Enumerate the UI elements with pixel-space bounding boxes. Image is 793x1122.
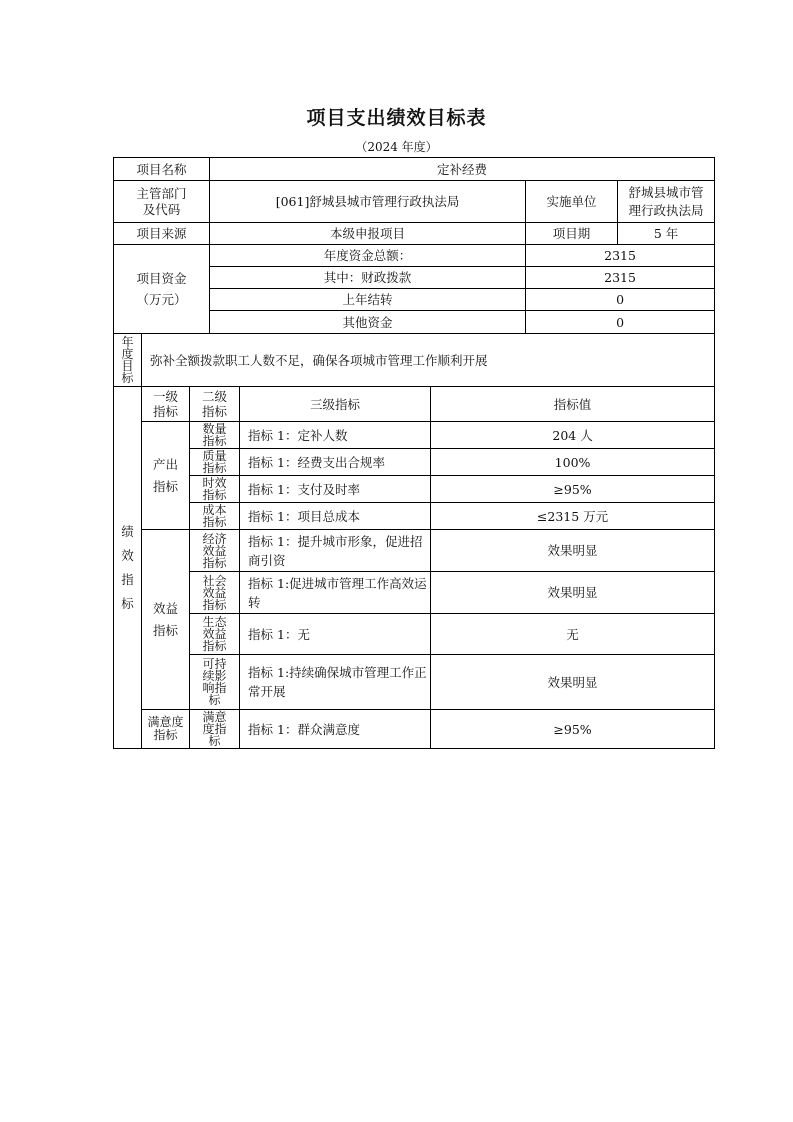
indicator-value: ≥95%: [431, 476, 715, 503]
dept-label: 主管部门及代码: [114, 181, 210, 223]
annual-goal-text: 弥补全额拨款职工人数不足，确保各项城市管理工作顺利开展: [142, 334, 715, 387]
indicator-row: [114, 422, 715, 449]
indicator-row: [114, 449, 715, 476]
indicator-name: 指标 1：项目总成本: [240, 503, 431, 530]
row-department: [114, 181, 715, 223]
level2-cell: 时效指标: [190, 476, 240, 503]
level2-cell: 社会效益指标: [190, 572, 240, 614]
indicator-name: 指标 1：群众满意度: [240, 710, 431, 749]
level1-header: 一级指标: [142, 387, 190, 422]
funds-row-value: 2315: [526, 267, 715, 289]
level2-cell: 生态效益指标: [190, 614, 240, 655]
indicator-row: [114, 572, 715, 614]
indicator-value: 100%: [431, 449, 715, 476]
level2-cell: 满意度指标: [190, 710, 240, 749]
period-label: 项目期: [526, 223, 618, 245]
indicator-value: ≤2315 万元: [431, 503, 715, 530]
level1-benefit: 效益指标: [142, 530, 190, 710]
indicator-name: 指标 1:持续确保城市管理工作正常开展: [240, 655, 431, 710]
funds-unit: （万元）: [136, 292, 187, 307]
page-title: 项目支出绩效目标表: [306, 107, 487, 129]
level2-cell: 数量指标: [190, 422, 240, 449]
indicator-row: [114, 655, 715, 710]
level2-header: 二级指标: [190, 387, 240, 422]
indicator-value: 效果明显: [431, 572, 715, 614]
indicator-row: [114, 476, 715, 503]
funds-row-value: 0: [526, 311, 715, 334]
funds-row-label: 年度资金总额：: [210, 245, 526, 267]
row-project-name: [114, 158, 715, 181]
funds-row-value: 2315: [526, 245, 715, 267]
source-value: 本级申报项目: [210, 223, 526, 245]
indicator-name: 指标 1：提升城市形象，促进招商引资: [240, 530, 431, 572]
source-label: 项目来源: [114, 223, 210, 245]
funds-row-value: 0: [526, 289, 715, 311]
row-annual-goal: [114, 334, 715, 387]
indicator-value: 无: [431, 614, 715, 655]
indicator-value: 204 人: [431, 422, 715, 449]
value-header: 指标值: [431, 387, 715, 422]
row-funds-total: [114, 245, 715, 267]
row-source: [114, 223, 715, 245]
indicator-name: 指标 1：无: [240, 614, 431, 655]
funds-row-label: 上年结转: [210, 289, 526, 311]
indicator-value: 效果明显: [431, 530, 715, 572]
funds-row-label: 其中：财政拨款: [210, 267, 526, 289]
row-indicator-header: [114, 387, 715, 422]
funds-title: 项目资金: [136, 271, 187, 286]
indicator-row: [114, 503, 715, 530]
level2-cell: 经济效益指标: [190, 530, 240, 572]
indicator-row: [114, 530, 715, 572]
fiscal-year: （2024 年度）: [355, 140, 438, 154]
impl-unit-value: 舒城县城市管理行政执法局: [618, 181, 715, 223]
performance-target-table: [113, 157, 715, 749]
funds-label: [114, 245, 210, 334]
dept-value: [061]舒城县城市管理行政执法局: [210, 181, 526, 223]
indicator-value: 效果明显: [431, 655, 715, 710]
impl-unit-label: 实施单位: [526, 181, 618, 223]
indicator-name: 指标 1：支付及时率: [240, 476, 431, 503]
indicator-name: 指标 1：定补人数: [240, 422, 431, 449]
project-name-label: 项目名称: [114, 158, 210, 181]
level3-header: 三级指标: [240, 387, 431, 422]
period-value: 5 年: [618, 223, 715, 245]
level2-cell: 质量指标: [190, 449, 240, 476]
indicator-row: [114, 710, 715, 749]
indicator-name: 指标 1：经费支出合规率: [240, 449, 431, 476]
indicator-name: 指标 1:促进城市管理工作高效运转: [240, 572, 431, 614]
funds-row-label: 其他资金: [210, 311, 526, 334]
annual-goal-label: 年度目标: [114, 334, 142, 387]
performance-label: 绩效指标: [114, 387, 142, 749]
level2-cell: 成本指标: [190, 503, 240, 530]
indicator-value: ≥95%: [431, 710, 715, 749]
project-name-value: 定补经费: [210, 158, 715, 181]
level2-cell: 可持续影响指标: [190, 655, 240, 710]
level1-satisfaction: 满意度指标: [142, 710, 190, 749]
indicator-row: [114, 614, 715, 655]
level1-output: 产出指标: [142, 422, 190, 530]
